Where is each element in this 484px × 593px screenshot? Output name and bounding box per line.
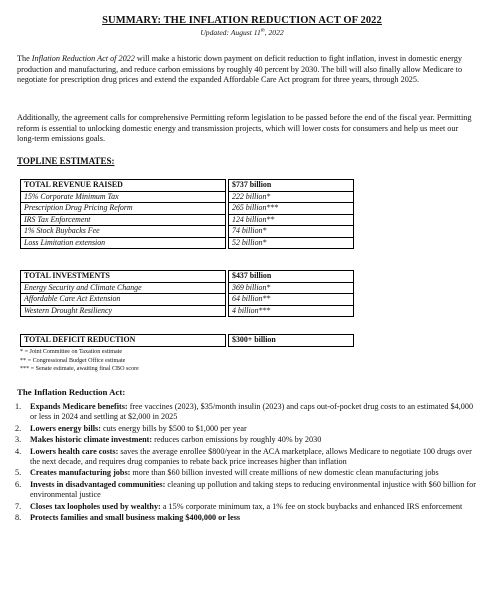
item-bold: Creates manufacturing jobs:: [30, 468, 131, 478]
act-name-italic: Inflation Reduction Act of 2022: [31, 54, 135, 63]
investments-table: [20, 270, 354, 317]
deficit-label: TOTAL DEFICIT REDUCTION: [21, 335, 226, 347]
row-value: 265 billion***: [229, 203, 354, 215]
row-value: 64 billion**: [229, 294, 354, 306]
row-label: 15% Corporate Minimum Tax: [21, 191, 226, 203]
updated-prefix: Updated: August 11: [200, 28, 261, 37]
row-value: 52 billion*: [229, 237, 354, 249]
intro-paragraph-1: [17, 54, 472, 86]
revenue-table: [20, 179, 354, 249]
row-label: Energy Security and Climate Change: [21, 282, 226, 294]
item-number: 5.: [15, 468, 22, 478]
row-label: 1% Stock Buybacks Fee: [21, 226, 226, 238]
row-value: 369 billion*: [229, 282, 354, 294]
updated-date: [0, 28, 484, 37]
row-value: 124 billion**: [229, 214, 354, 226]
item-bold: Closes tax loopholes used by wealthy:: [30, 501, 161, 511]
item-text: a 15% corporate minimum tax, a 1% fee on stock buybacks and enhanced IRS enforcement: [160, 501, 463, 511]
list-item: [15, 435, 477, 445]
list-item: [15, 468, 477, 478]
deficit-table: [20, 334, 354, 347]
row-label: IRS Tax Enforcement: [21, 214, 226, 226]
item-bold: Protects families and small business making $400,000 or less: [30, 513, 241, 523]
table-row: [21, 237, 354, 249]
table-row: [21, 203, 354, 215]
list-item: [15, 447, 477, 467]
footnote: ** = Congressional Budget Office estimate: [20, 357, 126, 364]
list-item: [15, 513, 477, 523]
p1-before: The: [17, 54, 32, 63]
table-row: [21, 305, 354, 317]
row-value: 222 billion*: [229, 191, 354, 203]
row-label: Western Drought Resiliency: [21, 305, 226, 317]
row-label: Loss Limitation extension: [21, 237, 226, 249]
item-text: more than $60 billion invested will create millions of new domestic clean manufacturing jobs: [130, 468, 439, 478]
table-row: [21, 214, 354, 226]
deficit-value: $300+ billion: [229, 335, 354, 347]
item-number: 6.: [15, 479, 22, 489]
deficit-row: [21, 335, 354, 347]
footnote: *** = Senate estimate, awaiting final CBO score: [20, 366, 139, 373]
item-number: 3.: [15, 435, 22, 445]
item-text: cuts energy bills by $500 to $1,000 per year: [100, 423, 247, 433]
table-row: [21, 191, 354, 203]
investments-header-row: [21, 271, 354, 283]
item-text: reduces carbon emissions by roughly 40% by 2030: [152, 435, 322, 445]
estimate-footnotes: [20, 348, 139, 374]
item-text: cleaning up pollution and taking steps to reducing environmental injustice with $60 billion for environmental justice: [30, 479, 476, 500]
revenue-header-label: TOTAL REVENUE RAISED: [21, 180, 226, 192]
revenue-header-row: [21, 180, 354, 192]
updated-suffix: , 2022: [264, 28, 284, 37]
item-text: free vaccines (2023), $35/month insulin (2023) and caps out-of-pocket drug costs to an estimated $4,000 or less in 2024 and settling at $2,000 in 2025: [30, 402, 474, 422]
table-row: [21, 226, 354, 238]
footnote: * = Joint Committee on Taxation estimate: [20, 349, 123, 355]
item-text: saves the average enrollee $800/year in the ACA marketplace, allows Medicare to negotiate 100 drugs over the next decade, and requires drug companies to rebate back price increases higher than inflation: [30, 446, 472, 466]
table-row: [21, 282, 354, 294]
list-item: [15, 424, 477, 434]
revenue-header-value: $737 billion: [229, 180, 354, 192]
item-number: 8.: [15, 513, 22, 523]
row-value: 74 billion*: [229, 226, 354, 238]
investments-header-value: $437 billion: [229, 271, 354, 283]
investments-header-label: TOTAL INVESTMENTS: [21, 271, 226, 283]
row-value: 4 billion***: [229, 305, 354, 317]
list-item: [15, 502, 477, 512]
item-number: 7.: [15, 501, 22, 511]
item-bold: Expands Medicare benefits:: [30, 402, 128, 411]
item-bold: Lowers energy bills:: [30, 423, 101, 433]
row-label: Prescription Drug Pricing Reform: [21, 203, 226, 215]
p1-after: will make a historic down payment on deficit reduction to fight inflation, invest in domestic energy production and manufacturing, and reduce carbon emissions by roughly 40 percent by 2030. The bill will also finally allow Medicare to negotiate for prescription drug prices and extend the expanded Affordable Care Act program for three years, through 2025.: [17, 54, 463, 85]
table-row: [21, 294, 354, 306]
act-benefits-list: [15, 402, 477, 525]
updated-sup: th: [260, 28, 265, 34]
list-item: [15, 480, 477, 500]
item-number: 1.: [15, 402, 22, 411]
item-number: 4.: [15, 446, 22, 456]
item-bold: Makes historic climate investment:: [30, 435, 153, 445]
row-label: Affordable Care Act Extension: [21, 294, 226, 306]
act-heading: The Inflation Reduction Act:: [17, 387, 126, 397]
topline-heading: TOPLINE ESTIMATES:: [17, 156, 115, 166]
item-bold: Lowers health care costs:: [30, 446, 119, 456]
intro-paragraph-2: Additionally, the agreement calls for comprehensive Permitting reform legislation to be passed before the end of the fiscal year. Permitting reform is essential to unlocking domestic energy and transmission projects, which will lower costs for consumers and help us meet our long-term emissions goals.: [17, 113, 472, 144]
item-bold: Invests in disadvantaged communities:: [30, 479, 166, 489]
list-item: [15, 402, 477, 422]
item-number: 2.: [15, 423, 22, 433]
document-title: SUMMARY: THE INFLATION REDUCTION ACT OF 2022: [102, 15, 382, 26]
